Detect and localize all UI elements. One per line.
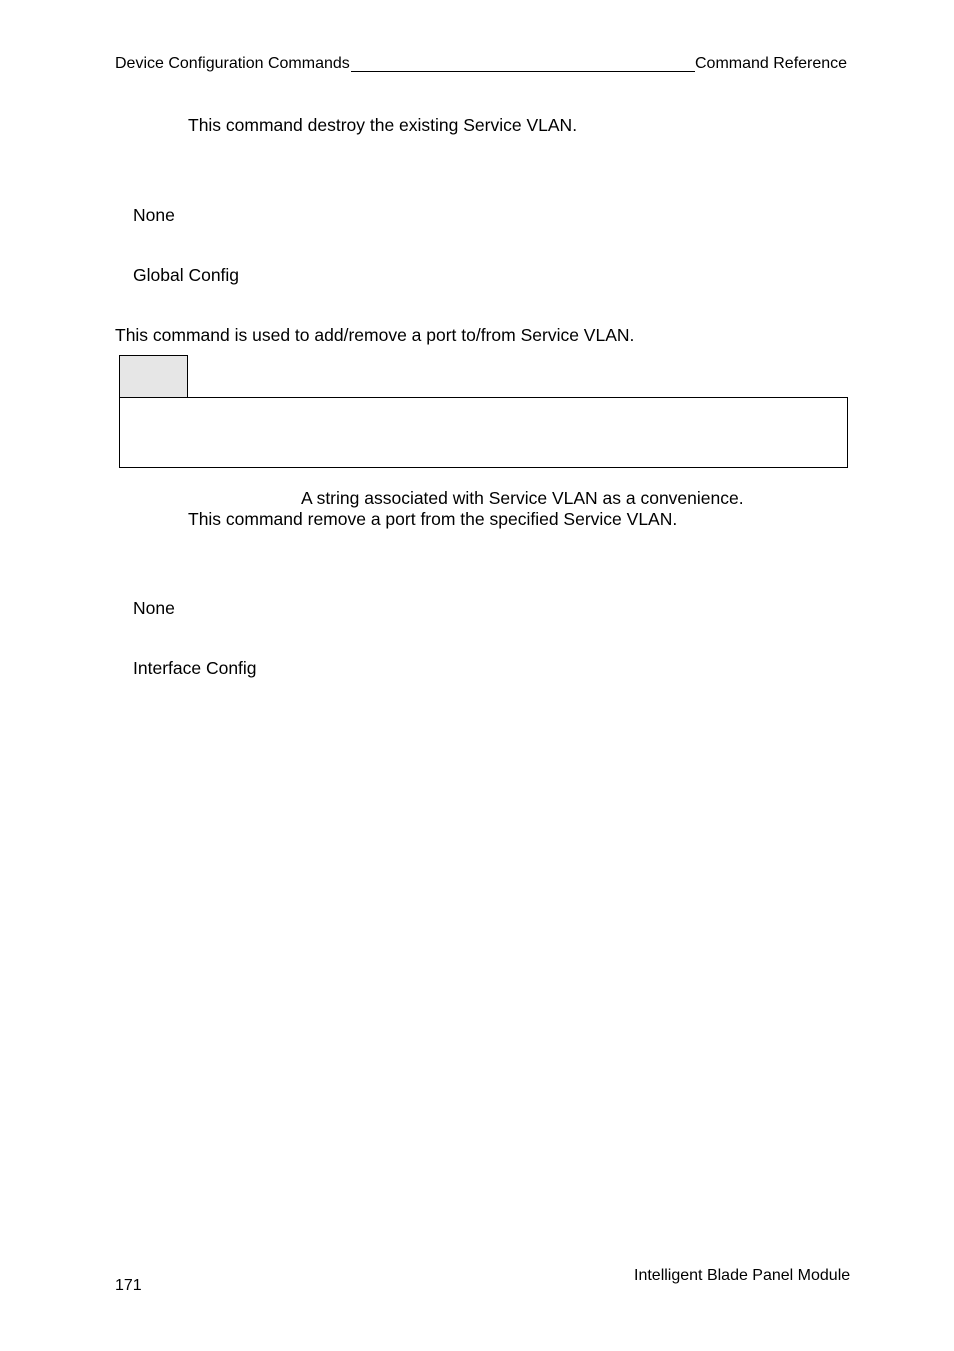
header-right-title: Command Reference [695, 55, 848, 72]
command-format-tab [119, 355, 188, 398]
section1-mode: Global Config [133, 265, 240, 285]
header-left-title: Device Configuration Commands [115, 55, 350, 72]
footer-product-name: Intelligent Blade Panel Module [634, 1267, 851, 1284]
section2-mode: Interface Config [133, 658, 257, 678]
page-number: 171 [115, 1277, 142, 1294]
parameter-description: A string associated with Service VLAN as a convenience. [301, 488, 744, 508]
section1-description: This command destroy the existing Service VLAN. [188, 115, 578, 135]
section1-default-value: None [133, 205, 175, 225]
no-form-description: This command remove a port from the specified Service VLAN. [188, 509, 678, 529]
section2-intro: This command is used to add/remove a port to/from Service VLAN. [115, 325, 635, 345]
section2-default-value: None [133, 598, 175, 618]
header-rule [351, 71, 695, 72]
command-format-box [119, 397, 848, 468]
